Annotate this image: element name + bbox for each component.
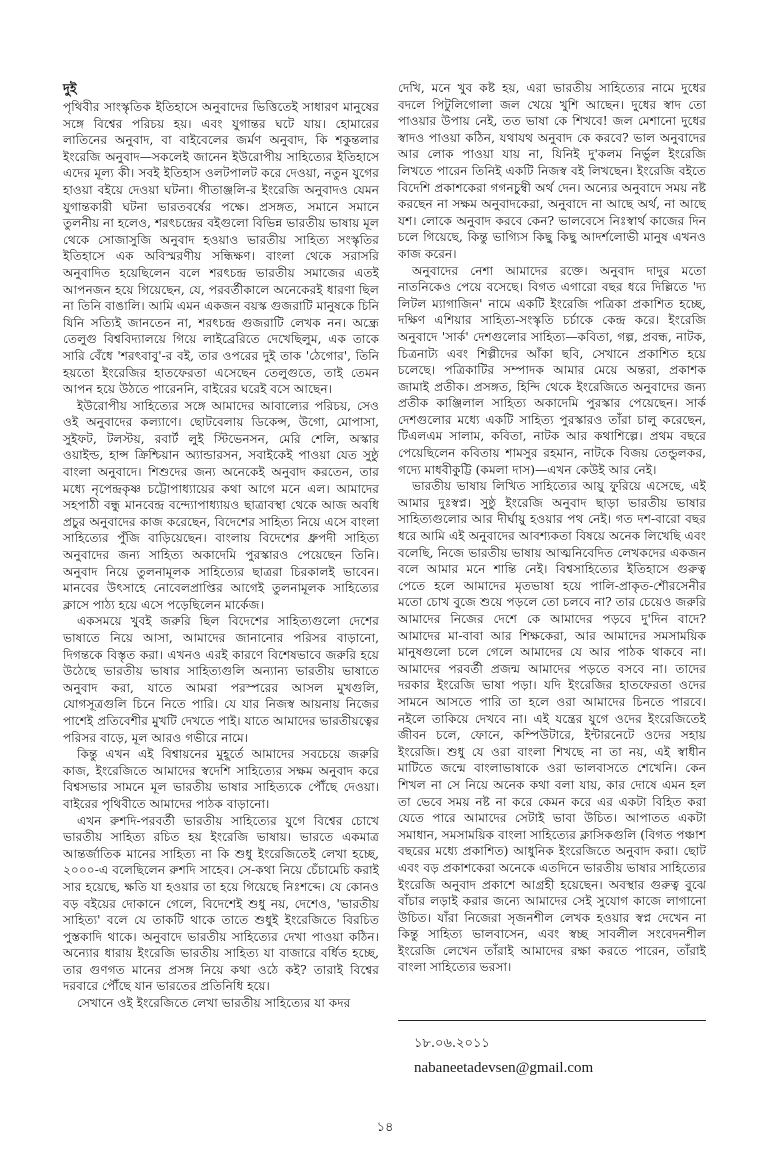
paragraph: ইউরোপীয় সাহিত্যের সঙ্গে আমাদের আবাল্যের পরিচয়, সেও ওই অনুবাদের কল্যাণে। ছোটবেলায় ডিকেন্স, উগো, মোপাসা, সুইফট, টলস্টয়, রবার্ট লুই স্টিভেনসন, মেরি শেলি, অস্কার ওয়াইল্ড, হান্স ক্রিশ্চিয়ান অ্যান্ডারসন, সবাইকেই পাওয়া যেত সুষ্ঠু বাংলা অনুবাদে। শিশুদের জন্য অনেকেই অনুবাদ করতেন, তার মধ্যে নৃপেন্দ্রকৃষ্ণ চট্টোপাধ্যায়ের কথা আগে মনে এল। আমাদের সহপাঠী বন্ধু মানবেন্দ্র বন্দ্যোপাধ্যায়ও ছাত্রাবস্থা থেকে আজ অবধি প্রচুর অনুবাদের কাজ করেছেন, বিদেশের সাহিত্য নিয়ে এসে বাংলা সাহিত্যের পুঁজি বাড়িয়েছেন। বাংলায় বিদেশের ধ্রুপদী সাহিত্য অনুবাদের জন্য সাহিত্য অকাদেমি পুরস্কারও পেয়েছেন তিনি। অনুবাদ নিয়ে তুলনামূলক সাহিত্যের ছাত্ররা চিরকালই ভাবেন। মানবের উৎসাহে নোবেলপ্রাপ্তির আগেই তুলনামূলক সাহিত্যের ক্লাসে পাঠ্য হয়ে এসে পড়েছিলেন মার্কেজ। — [63, 398, 379, 612]
paragraph: পৃথিবীর সাংস্কৃতিক ইতিহাসে অনুবাদের ভিত্তিতেই সাধারণ মানুষের সঙ্গে বিশ্বের পরিচয় হয়। এবং যুগান্তর ঘটে যায়। হোমারের লাতিনের অনুবাদ, বা বাইবেলের জর্মণ অনুবাদ, কি শকুন্তলার ইংরেজি অনুবাদ—সকলেই জানেন ইউরোপীয় সাহিত্যের ইতিহাসে এদের মূল্য কী। সবই ইতিহাস ওলটপালট করে দেওয়া, নতুন যুগের হাওয়া বইয়ে দেওয়া ঘটনা। গীতাঞ্জলি-র ইংরেজি অনুবাদও যেমন যুগান্তকারী ঘটনা ভারতবর্ষের পক্ষে। প্রসঙ্গত, সমানে সমানে তুলনীয় না হলেও, শরৎচন্দ্রের বইগুলো বিভিন্ন ভারতীয় ভাষায় মূল থেকে সোজাসুজি অনুবাদ হওয়াও ভারতীয় সাহিত্য সংস্কৃতির ইতিহাসে এক অবিস্মরণীয় সন্ধিক্ষণ। বাংলা থেকে সরাসরি অনুবাদিত হয়েছিলেন বলে শরৎচন্দ্র ভারতীয় সমাজের এতই আপনজন হয়ে গিয়েছেন, যে, পরবর্তীকালে অনেকেরই ধারণা ছিল না তিনি বাঙালি। আমি এমন একজন বয়স্ক গুজরাটি মানুষকে চিনি যিনি সত্যিই জানতেন না, শরৎচন্দ্র গুজরাটি লেখক নন। অন্ধ্রে তেলুগু বিশ্ববিদ্যালয়ে গিয়ে লাইব্রেরিতে দেখেছিলুম, এক তাকে সারি বেঁধে 'শরৎবাবু'-র বই, তার ওপরের দুই তাক 'ঠেগোর', তিনি হয়তো ইংরেজির হাতফেরতা এসেছেন তেলুগুতে, তাই তেমন আপন হয়ে উঠতে পারেননি, বাইরের ঘরেই বসে আছেন। — [63, 100, 379, 397]
paragraph: অনুবাদের নেশা আমাদের রক্তে। অনুবাদ দাদুর মতো নাতনিকেও পেয়ে বসেছে। বিগত এগারো বছর ধরে দিল্লিতে 'দ্য লিটল ম্যাগাজিন' নামে একটি ইংরেজি পত্রিকা প্রকাশিত হচ্ছে, দক্ষিণ এশিয়ার সাহিত্য-সংস্কৃতি চর্চাকে কেন্দ্র করে। ইংরেজি অনুবাদে 'সার্ক' দেশগুলোর সাহিত্য—কবিতা, গল্প, প্রবন্ধ, নাটক, চিত্রনাট্য এবং শিল্পীদের আঁকা ছবি, সেখানে প্রকাশিত হয়ে চলেছে। পত্রিকাটির সম্পাদক আমার মেয়ে অন্তরা, প্রকাশক জামাই প্রতীক। প্রসঙ্গত, হিন্দি থেকে ইংরেজিতে অনুবাদের জন্য প্রতীক কাঞ্জিলাল সাহিত্য অকাদেমি পুরস্কার পেয়েছেন। সার্ক দেশগুলোর মধ্যে একটি সাহিত্য পুরস্কারও তাঁরা চালু করেছেন, টিএলএম সালাম, কবিতা, নাটক আর কথাশিল্পে। প্রথম বছরে পেয়েছিলেন কবিতায় শামসুর রহমান, নাটকে বিজয় তেন্ডুলকর, গদ্যে মাধবীকুট্টি (কমলা দাস)—এখন কেউই আর নেই। — [398, 263, 706, 477]
paragraph: এখন রুশদি-পরবর্তী ভারতীয় সাহিত্যের যুগে বিশ্বের চোখে ভারতীয় সাহিত্য রচিত হয় ইংরেজি ভাষায়। ভারতে একমাত্র আন্তর্জাতিক মানের সাহিত্য না কি শুধু ইংরেজিতেই লেখা হচ্ছে, ২০০০-এ বলেছিলেন রুশদি সাহেব। সে-কথা নিয়ে চেঁচামেচি করাই সার হয়েছে, ক্ষতি যা হওয়ার তা হয়ে গিয়েছে নিঃশব্দে। যে কোনও বড় বইয়ের দোকানে গেলে, বিদেশেই শুধু নয়, দেশেও, 'ভারতীয় সাহিত্য' বলে যে তাকটি থাকে তাতে শুধুই ইংরেজিতে বিরচিত পুস্তকাদি থাকে। অনুবাদে ভারতীয় সাহিত্যের দেখা পাওয়া কঠিন। অন্যোর ধারায় ইংরেজি ভারতীয় সাহিত্য যা বাজারে বর্ধিত হচ্ছে, তার গুণগত মানের প্রসঙ্গ নিয়ে কথা ওঠে কই? তারাই বিশ্বের দরবারে পৌঁছে যান ভারতের প্রতিনিধি হয়ে। — [63, 813, 379, 994]
paragraph: একসময়ে খুবই জরুরি ছিল বিদেশের সাহিত্যগুলো দেশের ভাষাতে নিয়ে আসা, আমাদের জানানোর পরিসর বাড়ানো, দিগন্তকে বিস্তৃত করা। এখনও এরই কারণে বিশেষভাবে জরুরি হয়ে উঠেছে ভারতীয় ভাষার সাহিত্যগুলি অন্যান্য ভারতীয় ভাষাতে অনুবাদ করা, যাতে আমরা পরস্পরের আসল মুখগুলি, যোগসূত্রগুলি চিনে নিতে পারি। যে যার নিজস্ব আয়নায় নিজের পাশেই প্রতিবেশীর মুখটি দেখতে পাই। যাতে আমাদের ভারতীয়ত্বের পরিসর বাড়ে, মূল আরও গভীরে নামে। — [63, 614, 379, 745]
page-number: ১৪ — [376, 1120, 394, 1135]
paragraph: কিন্তু এখন এই বিশ্বায়নের মুহূর্তে আমাদের সবচেয়ে জরুরি কাজ, ইংরেজিতে আমাদের স্বদেশি সাহিত্যের সক্ষম অনুবাদ করে বিশ্বসভার সামনে মূল ভারতীয় ভাষার সাহিত্যকে পৌঁছে দেওয়া। বাইরের পৃথিবীতে আমাদের পাঠক বাড়ানো। — [63, 747, 379, 811]
signature-divider — [398, 1020, 706, 1021]
paragraph: সেখানে ওই ইংরেজিতে লেখা ভারতীয় সাহিত্যের যা কদর — [77, 996, 351, 1011]
paragraph: ভারতীয় ভাষায় লিখিত সাহিত্যের আয়ু ফুরিয়ে এসেছে, এই আমার দুঃস্বপ্ন। সুষ্ঠু ইংরেজি অনুবাদ ছাড়া ভারতীয় ভাষার সাহিত্যগুলোর আর দীর্ঘায়ু হওয়ার পথ নেই। গত দশ-বারো বছর ধরে আমি এই অনুবাদের আবশ্যকতা বিষয়ে অনেক লিখেছি এবং বলেছি, নিজে ভারতীয় ভাষায় আত্মনিবেদিত লেখকদের একজন বলে আমার মনে শান্তি নেই। বিশ্বসাহিত্যের ইতিহাসে গুরুত্ব পেতে হলে আমাদের মৃতভাষা হয়ে পালি-প্রাকৃত-শৌরসেনীর মতো চোখ বুজে শুয়ে পড়লে তো চলবে না? তার চেয়েও জরুরি আমাদের নিজের দেশে কে আমাদের পড়বে দু'দিন বাদে? আমাদের মা-বাবা আর শিক্ষকেরা, আর আমাদের সমসাময়িক মানুষগুলো চলে গেলে আমাদের যে আর পাঠক থাকবে না। আমাদের পরবর্তী প্রজন্ম আমাদের পড়তে বসবে না। তাদের দরকার ইংরেজি ভাষা পড়া। যদি ইংরেজির হাতফেরতা ওদের সামনে আসতে পারি তা হলে ওরা আমাদের চিনতে পারবে। নইলে তাকিয়ে দেখবে না। এই যন্ত্রের যুগে ওদের ইংরেজিতেই জীবন চলে, ফোনে, কম্পিউটারে, ইন্টারনেটে ওদের সহায় ইংরেজি। শুধু যে ওরা বাংলা শিখছে না তা নয়, এই স্বাধীন মাটিতে জন্মে বাংলাভাষাকে ওরা ভালবাসতে শেখেনি। কেন শিখল না সে নিয়ে অনেক কথা বলা যায়, কার দোষে এমন হল তা ভেবে সময় নষ্ট না করে কেমন করে এর একটা বিহিত করা যেতে পারে আমাদের সেটাই ভাবা উচিত। আপাতত একটা সমাধান, সমসাময়িক বাংলা সাহিত্যের ক্লাসিকগুলি (বিগত পঞ্চাশ বছরের মধ্যে প্রকাশিত) আধুনিক ইংরেজিতে অনুবাদ করা। ছোট এবং বড় প্রকাশকেরা অনেকে এতদিনে ভারতীয় ভাষার সাহিত্যের ইংরেজি অনুবাদ প্রকাশে আগ্রহী হয়েছেন। অবস্থার গুরুত্ব বুঝে বাঁচার লড়াই করার জন্যে আমাদের সেই সুযোগ কাজে লাগানো উচিত। যাঁরা নিজেরা সৃজনশীল লেখক হওয়ার স্বপ্ন দেখেন না কিন্তু সাহিত্য ভালবাসেন, এবং স্বচ্ছ সাবলীল সংবেদনশীল ইংরেজি লেখেন তাঁরাই আমাদের রক্ষা করতে পারেন, তাঁরাই বাংলা সাহিত্যের ভরসা। — [398, 479, 706, 975]
section-heading: দুই — [63, 82, 77, 97]
article-date: ১৮.০৬.২০১১ — [414, 1036, 490, 1051]
author-email: nabaneetadevsen@gmail.com — [414, 1060, 594, 1076]
paragraph: দেখি, মনে খুব কষ্ট হয়, এরা ভারতীয় সাহিত্যের নামে দুধের বদলে পিটুলিগোলা জল খেয়ে খুশি আছেন। দুধের স্বাদ তো পাওয়ার উপায় নেই, তত ভাষা কে শিখবে! জল মেশানো দুধের স্বাদও পাওয়া কঠিন, যথাযথ অনুবাদ কে করবে? ভাল অনুবাদের আর লোক পাওয়া যায় না, যিনিই দু'কলম নির্ভুল ইংরেজি লিখতে পারেন তিনিই একটি নিজস্ব বই লিখছেন। ইংরেজি বইতে বিদেশি প্রকাশকেরা গগনচুম্বী অর্থ দেন। অন্যের অনুবাদে সময় নষ্ট করছেন না সক্ষম অনুবাদকেরা, অনুবাদে না আছে অর্থ, না আছে যশ। লোকে অনুবাদ করবে কেন? ভালবেসে নিঃস্বার্থ কাজের দিন চলে গিয়েছে, কিন্তু ভাগ্যিস কিছু কিছু আদর্শলোভী মানুষ এখনও কাজ করেন। — [398, 81, 706, 261]
right-column — [398, 80, 706, 976]
left-column — [63, 82, 379, 1012]
